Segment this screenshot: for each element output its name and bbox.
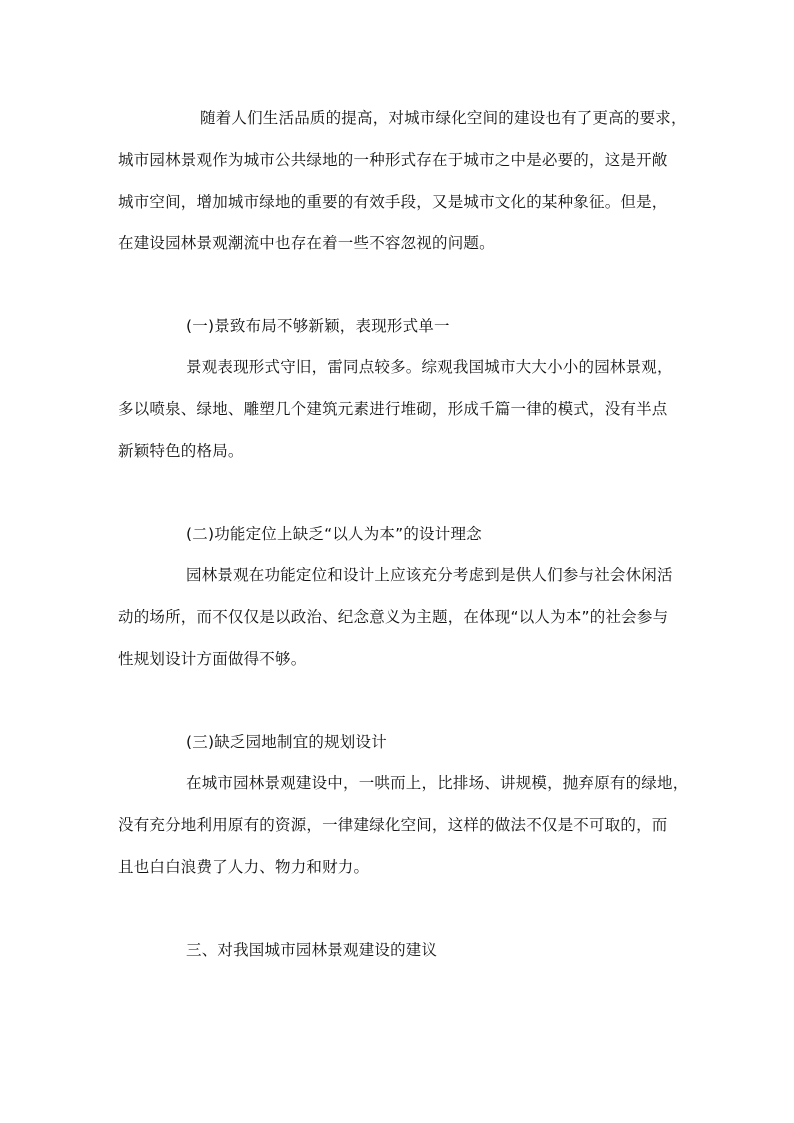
section-1-line-1: 景观表现形式守旧，雷同点较多。综观我国城市大大小小的园林景观，: [186, 358, 673, 376]
intro-line-2: 城市园林景观作为城市公共绿地的一种形式存在于城市之中是必要的，这是开敞: [118, 151, 668, 169]
chapter-3-heading: 三、对我国城市园林景观建设的建议: [186, 941, 438, 959]
section-2-line-2: 动的场所，而不仅仅是以政治、纪念意义为主题，在体现“以人为本”的社会参与: [118, 608, 669, 626]
section-1-line-3: 新颖特色的格局。: [118, 442, 244, 460]
section-3-line-1: 在城市园林景观建设中，一哄而上，比排场、讲规模，抛弃原有的绿地，: [186, 774, 689, 792]
section-3-line-3: 且也白白浪费了人力、物力和财力。: [118, 858, 370, 876]
section-1-heading: (一)景致布局不够新颖，表现形式单一: [186, 317, 450, 335]
section-3-line-2: 没有充分地利用原有的资源，一律建绿化空间，这样的做法不仅是不可取的，而: [118, 816, 668, 834]
section-3-heading: (三)缺乏园地制宜的规划设计: [186, 733, 387, 751]
intro-line-4: 在建设园林景观潮流中也存在着一些不容忽视的问题。: [118, 234, 495, 252]
section-2-line-3: 性规划设计方面做得不够。: [118, 650, 307, 668]
section-1-line-2: 多以喷泉、绿地、雕塑几个建筑元素进行堆砌，形成千篇一律的模式，没有半点: [118, 400, 668, 418]
intro-line-3: 城市空间，增加城市绿地的重要的有效手段，又是城市文化的某种象征。但是，: [118, 193, 668, 211]
section-2-heading: (二)功能定位上缺乏“以人为本”的设计理念: [186, 525, 482, 543]
section-2-line-1: 园林景观在功能定位和设计上应该充分考虑到是供人们参与社会休闲活: [186, 566, 673, 584]
intro-line-1: 随着人们生活品质的提高，对城市绿化空间的建设也有了更高的要求，: [200, 109, 687, 127]
